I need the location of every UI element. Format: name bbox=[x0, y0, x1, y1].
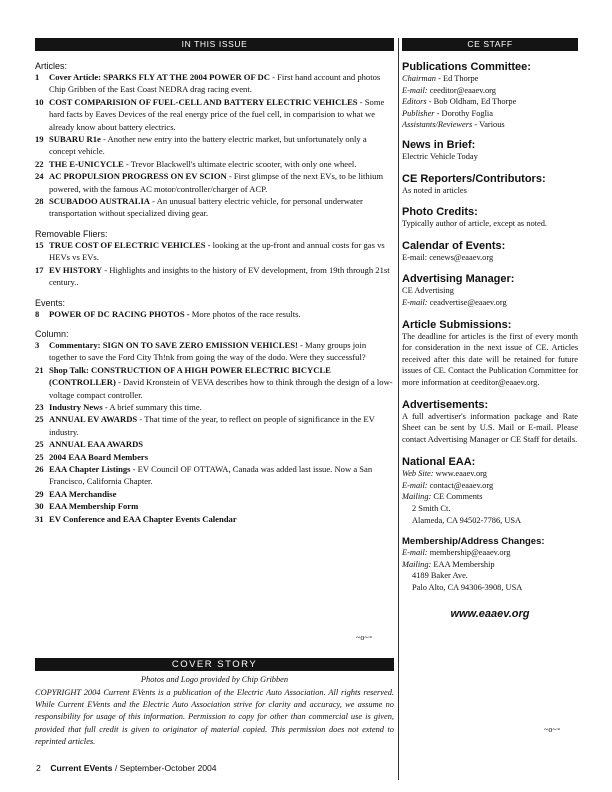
contents-entry[interactable] bbox=[35, 513, 394, 525]
contents-entry[interactable] bbox=[35, 195, 394, 220]
page-number: 31 bbox=[35, 513, 44, 524]
entry-title: SCUBADOO AUSTRALIA bbox=[49, 196, 150, 207]
page-number: 22 bbox=[35, 158, 44, 169]
page-number: 24 bbox=[35, 171, 44, 182]
publications-committee-heading: Publications Committee: bbox=[402, 61, 531, 73]
page-number: 17 bbox=[35, 264, 44, 275]
reporters-text: As noted in articles bbox=[402, 185, 467, 195]
entry-description: - looking at the up-front and annual costs for gas vs HEVs vs EVs. bbox=[49, 239, 385, 263]
contents-entry[interactable] bbox=[35, 239, 394, 264]
article-submissions-heading: Article Submissions: bbox=[402, 318, 512, 331]
membership-email bbox=[402, 547, 578, 559]
mailing-value: CE Comments bbox=[431, 492, 483, 502]
committee-line bbox=[402, 119, 578, 131]
role-value: - Dorothy Foglia bbox=[434, 108, 493, 118]
contents-entry[interactable] bbox=[35, 158, 394, 170]
contents-column bbox=[35, 38, 394, 746]
entry-title: ANNUAL EV AWARDS bbox=[49, 414, 138, 425]
decorative-scribble-icon: ~o~⁃ bbox=[544, 725, 561, 734]
contents-entry[interactable] bbox=[35, 364, 394, 401]
role-label: Editors bbox=[402, 97, 427, 107]
publication-name: Current EVents bbox=[50, 763, 113, 773]
contents-entry[interactable] bbox=[35, 308, 394, 320]
copyright-notice: COPYRIGHT 2004 Current EVents is a publication of the Electric Auto Association. All rights reserved. While Current EVents and the Electric Auto Association strive for clarity and accuracy, we assume no responsibility for usage of this information. Permission to copy for other than commercial use is given, provided that full credit is given to originator of material copied. This permission does not extend to reprinted articles. bbox=[35, 688, 394, 746]
role-value: - Bob Oldham, Ed Thorpe bbox=[426, 97, 517, 107]
entry-title: COST COMPARISION OF FUEL-CELL AND BATTERY ELECTRIC VEHICLES bbox=[49, 96, 358, 107]
contents-entry[interactable] bbox=[35, 463, 394, 488]
website-link[interactable]: www.eaaev.org bbox=[450, 607, 530, 620]
page-number: 26 bbox=[35, 463, 44, 474]
entry-description: - Many groups join together to save the Ford City Th!nk from going the way of the dodo. Were they successful? bbox=[49, 339, 367, 363]
entry-description: - Highlights and insights to the history of EV development, from 19th through 21st century.. bbox=[49, 264, 390, 288]
entry-title: EAA Merchandise bbox=[49, 488, 117, 499]
membership-address-line-2: Palo Alto, CA 94306-3908, USA bbox=[412, 583, 523, 593]
entry-title: EV Conference and EAA Chapter Events Calendar bbox=[49, 513, 237, 524]
contents-entry[interactable] bbox=[35, 96, 394, 133]
entry-title: SUBARU R1e bbox=[49, 134, 101, 145]
ce-staff-header: CE STAFF bbox=[402, 38, 578, 51]
role-label: Publisher bbox=[402, 108, 435, 118]
photo-credits-heading: Photo Credits: bbox=[402, 206, 478, 219]
email-label: E-mail: bbox=[402, 548, 428, 558]
committee-line bbox=[402, 85, 578, 97]
decorative-scribble-icon: ~o~⁃ bbox=[356, 633, 373, 642]
email-label: E-mail: bbox=[402, 480, 428, 490]
page-number: 23 bbox=[35, 401, 44, 412]
email-value: contact@eaaev.org bbox=[427, 480, 494, 490]
page-number: 21 bbox=[35, 364, 44, 375]
email-value: membership@eaaev.org bbox=[427, 548, 511, 558]
contents-sections bbox=[35, 61, 394, 525]
page-number: 10 bbox=[35, 96, 44, 107]
section-heading: Column: bbox=[35, 328, 69, 339]
advertisements-heading: Advertisements: bbox=[402, 398, 489, 411]
entry-title: Shop Talk: CONSTRUCTION OF A HIGH POWER ELECTRIC BICYCLE (CONTROLLER) bbox=[49, 364, 331, 388]
entry-title: Commentary: SIGN ON TO SAVE ZERO EMISSION VEHICLES! bbox=[49, 339, 298, 350]
section-heading: Events: bbox=[35, 297, 66, 308]
entry-description: More photos of the race results. bbox=[189, 308, 301, 319]
page-number: 1 bbox=[35, 72, 40, 82]
contents-entry[interactable] bbox=[35, 488, 394, 500]
entry-title: POWER OF DC RACING PHOTOS - bbox=[49, 308, 190, 319]
cover-story-block bbox=[35, 658, 394, 748]
contents-entry[interactable] bbox=[35, 170, 394, 195]
contents-entry[interactable] bbox=[35, 451, 394, 463]
entry-title: 2004 EAA Board Members bbox=[49, 451, 149, 462]
page-number: 25 bbox=[35, 414, 44, 425]
advertising-manager-email bbox=[402, 297, 578, 309]
mailing-label: Mailing: bbox=[402, 559, 432, 569]
entry-description: - Trevor Blackwell's ultimate electric scooter, with only one wheel. bbox=[123, 158, 357, 169]
role-label: Chairman bbox=[402, 74, 436, 83]
contents-entry[interactable] bbox=[35, 401, 394, 413]
page-number: 28 bbox=[35, 196, 44, 207]
national-website bbox=[402, 468, 578, 480]
committee-line bbox=[402, 96, 578, 108]
entry-description: - That time of the year, to reflect on people of significance in the EV industry. bbox=[49, 414, 375, 437]
publications-committee-list bbox=[402, 73, 578, 131]
membership-mailing bbox=[402, 559, 578, 571]
page-number: 8 bbox=[35, 308, 40, 319]
role-value: ceeditor@eaaev.org bbox=[427, 85, 496, 95]
calendar-heading: Calendar of Events: bbox=[402, 239, 506, 252]
column-divider bbox=[398, 38, 399, 780]
national-mailing bbox=[402, 491, 578, 503]
calendar-email: E-mail: cenews@eaaev.org bbox=[402, 252, 494, 262]
national-address-line-2: Alameda, CA 94502-7786, USA bbox=[412, 515, 522, 525]
entry-title: AC PROPULSION PROGRESS ON EV SCION bbox=[49, 171, 227, 182]
page-number: 19 bbox=[35, 134, 44, 145]
entry-title: EV HISTORY bbox=[49, 264, 103, 275]
role-label: E-mail: bbox=[402, 85, 428, 95]
issue-date: / September-October 2004 bbox=[112, 763, 217, 773]
page-number: 30 bbox=[35, 501, 44, 512]
committee-line bbox=[402, 108, 578, 120]
entry-title: EAA Membership Form bbox=[49, 501, 139, 512]
contents-entry[interactable] bbox=[35, 339, 394, 364]
entry-description: - First hand account and photos Chip Gribben of the East Coast NEDRA drag racing event. bbox=[49, 72, 381, 95]
entry-description: - First glimpse of the next EVs, to be lithium powered, with the famous AC motor/controller/charger of ACP. bbox=[49, 171, 384, 194]
role-value: - Various bbox=[472, 120, 505, 130]
ce-staff-column bbox=[402, 38, 578, 620]
contents-entry[interactable] bbox=[35, 133, 394, 158]
national-eaa-heading: National EAA: bbox=[402, 456, 476, 469]
page-number: 25 bbox=[35, 439, 44, 450]
reporters-heading: CE Reporters/Contributors: bbox=[402, 172, 546, 185]
committee-line bbox=[402, 73, 578, 85]
entry-description: - A brief summary this time. bbox=[102, 401, 202, 412]
article-submissions-text: The deadline for articles is the first of every month for consideration in the next issue of CE. Articles received after this date will be retained for future issues of CE. Contact the Publication Committee for more information at ceeditor@eaaev.org. bbox=[402, 331, 578, 387]
entry-description: - An unusual battery electric vehicle, for personal underwater transportation without specialized diving gear. bbox=[49, 196, 363, 219]
contents-entry[interactable] bbox=[35, 264, 394, 289]
news-in-brief-heading: News in Brief: bbox=[402, 138, 476, 151]
page-number: 3 bbox=[35, 339, 40, 350]
in-this-issue-header: IN THIS ISSUE bbox=[35, 38, 394, 51]
membership-address-line-1: 4189 Baker Ave. bbox=[412, 571, 468, 581]
entry-title: THE E-UNICYCLE bbox=[49, 158, 124, 169]
role-label: Assistants/Reviewers bbox=[402, 120, 473, 130]
advertising-manager-heading: Advertising Manager: bbox=[402, 273, 515, 286]
page-number: 15 bbox=[35, 239, 44, 250]
entry-description: - David Kronstein of VEVA describes how to think through the design of a low-voltage compact controller. bbox=[49, 377, 393, 400]
page-number: 2 bbox=[36, 763, 41, 773]
entry-title: ANNUAL EAA AWARDS bbox=[49, 439, 144, 450]
entry-description: - Some hard facts by Eaves Devices of the real energy price of the fuel cell, in comparision to what we already know about battery electrics. bbox=[49, 96, 385, 132]
cover-story-header: COVER STORY bbox=[35, 658, 394, 671]
role-value: - Ed Thorpe bbox=[435, 74, 479, 83]
page-footer bbox=[36, 763, 217, 773]
cover-photo-credit: Photos and Logo provided by Chip Gribben bbox=[140, 675, 289, 684]
contents-entry[interactable] bbox=[35, 500, 394, 512]
email-label: E-mail: bbox=[402, 297, 428, 307]
mailing-value: EAA Membership bbox=[431, 559, 495, 569]
contents-entry[interactable] bbox=[35, 413, 394, 438]
web-site-label: Web Site: bbox=[402, 469, 434, 479]
page-number: 29 bbox=[35, 488, 44, 499]
email-value: ceadvertise@eaaev.org bbox=[427, 297, 507, 307]
web-site-value: www.eaaev.org bbox=[433, 469, 487, 479]
page-number: 25 bbox=[35, 451, 44, 462]
news-in-brief-text: Electric Vehicle Today bbox=[402, 151, 478, 161]
national-address-line-1: 2 Smith Ct. bbox=[412, 504, 451, 514]
section-heading: Articles: bbox=[35, 61, 68, 71]
contents-entry[interactable] bbox=[35, 71, 394, 96]
national-email bbox=[402, 480, 578, 492]
entry-title: TRUE COST OF ELECTRIC VEHICLES bbox=[49, 239, 206, 250]
entry-title: EAA Chapter Listings bbox=[49, 463, 131, 474]
mailing-label: Mailing: bbox=[402, 492, 432, 502]
entry-description: - EV Council OF OTTAWA, Canada was added last issue. Now a San Francisco, California Chapter. bbox=[49, 463, 373, 487]
advertising-manager-name: CE Advertising bbox=[402, 286, 454, 296]
entry-title: Cover Article: SPARKS FLY AT THE 2004 POWER OF DC bbox=[49, 72, 270, 82]
contents-entry[interactable] bbox=[35, 438, 394, 450]
membership-heading: Membership/Address Changes: bbox=[402, 536, 545, 548]
entry-title: Industry News bbox=[49, 401, 103, 412]
entry-description: - Another new entry into the battery electric market, but unfortunately only a concept vehicle. bbox=[49, 134, 367, 157]
photo-credits-text: Typically author of article, except as noted. bbox=[402, 219, 547, 229]
section-heading: Removable Fliers: bbox=[35, 228, 108, 239]
advertisements-text: A full advertiser's information package and Rate Sheet can be sent by U.S. Mail or E-mail. Please contact Advertising Manager or CE Staff for details. bbox=[402, 411, 578, 444]
